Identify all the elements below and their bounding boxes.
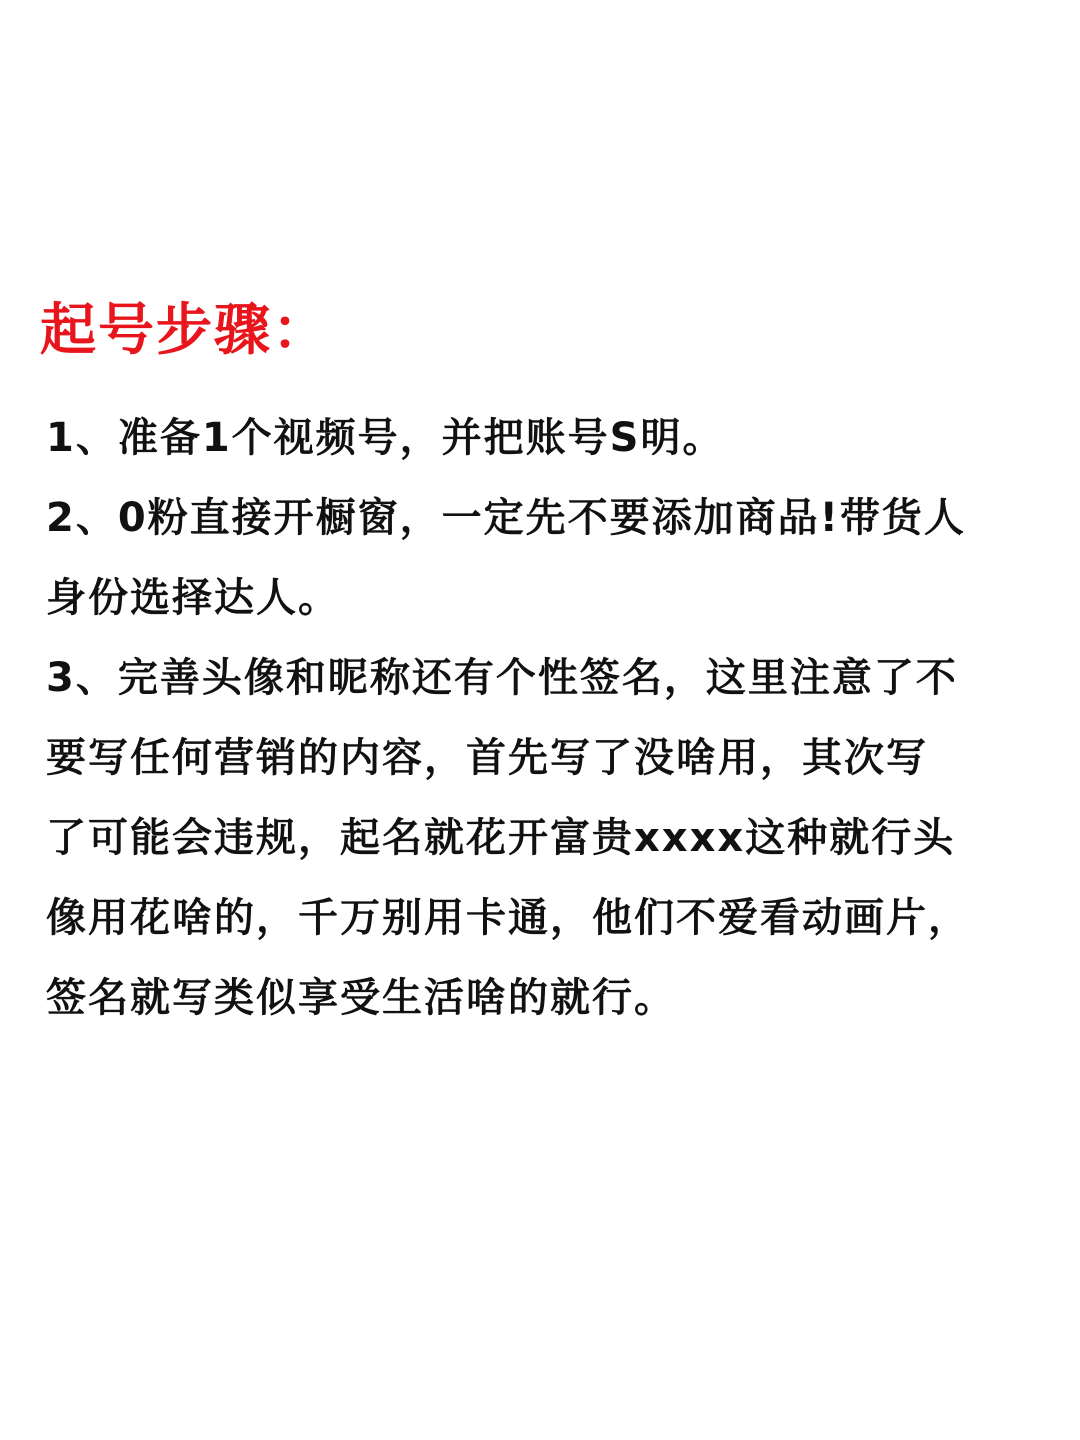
text-line-4: 3、完善头像和昵称还有个性签名，这里注意了不 bbox=[46, 655, 958, 701]
text-line-2: 2、0粉直接开橱窗，一定先不要添加商品!带货人 bbox=[46, 495, 966, 541]
section-heading: 起号步骤： bbox=[40, 297, 330, 363]
text-line-5: 要写任何营销的内容，首先写了没啥用，其次写 bbox=[46, 735, 928, 781]
steps-text bbox=[46, 398, 1046, 1038]
text-line-6: 了可能会违规，起名就花开富贵xxxx这种就行头 bbox=[46, 815, 956, 861]
text-line-8: 签名就写类似享受生活啥的就行。 bbox=[46, 975, 676, 1021]
text-line-7: 像用花啥的，千万别用卡通，他们不爱看动画片， bbox=[46, 895, 970, 941]
text-line-3: 身份选择达人。 bbox=[46, 575, 340, 621]
text-line-1: 1、准备1个视频号，并把账号S明。 bbox=[46, 415, 725, 461]
